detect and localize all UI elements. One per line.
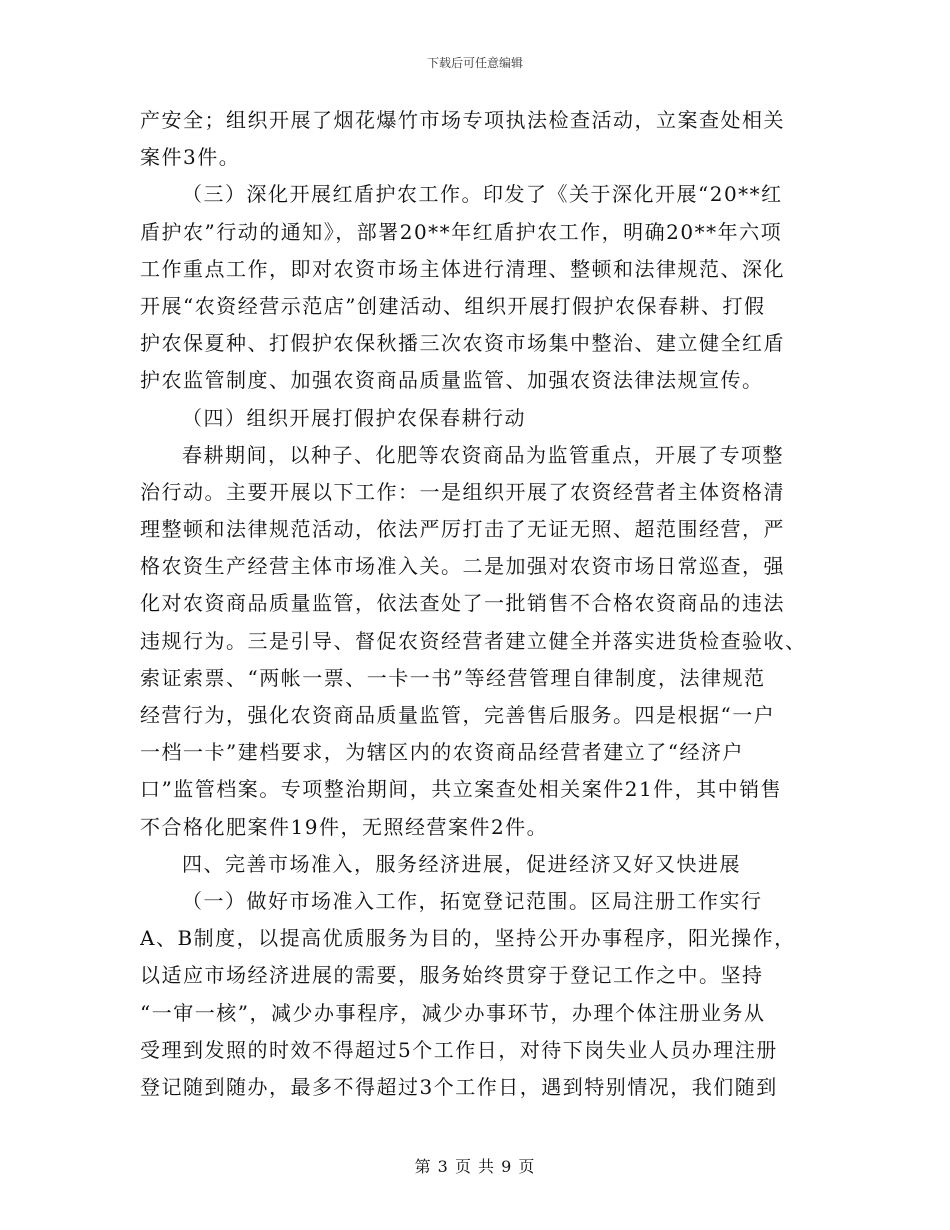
text-line: A、B制度，以提高优质服务为目的，坚持公开办事程序，阳光操作， [140, 926, 796, 951]
text-line: 产安全；组织开展了烟花爆竹市场专项执法检查活动，立案查处相关 [140, 108, 785, 132]
page-number: 第 3 页 共 9 页 [414, 1157, 536, 1176]
text-line: 四、完善市场准入，服务经济进展，促进经济又好又快进展 [182, 851, 741, 876]
text-line: （一）做好市场准入工作，拓宽登记范围。区局注册工作实行 [182, 888, 763, 913]
text-line: 口”监管档案。专项整治期间，共立案查处相关案件21件，其中销售 [140, 777, 783, 802]
text-line: 治行动。主要开展以下工作：一是组织开展了农资经营者主体资格清 [140, 479, 785, 504]
text-line: 登记随到随办，最多不得超过3个工作日，遇到特别情况，我们随到 [140, 1074, 778, 1099]
text-line: 护农保夏种、打假护农保秋播三次农资市场集中整治、建立健全红盾 [140, 331, 785, 356]
text-line: 化对农资商品质量监管，依法查处了一批销售不合格农资商品的违法 [140, 591, 785, 616]
text-line: 索证索票、“两帐一票、一卡一书”等经营管理自律制度，法律规范 [140, 665, 766, 690]
text-line: 违规行为。三是引导、督促农资经营者建立健全并落实进货检查验收、 [140, 628, 807, 653]
text-line: 受理到发照的时效不得超过5个工作日，对待下岗失业人员办理注册 [140, 1037, 778, 1062]
document-body [140, 102, 812, 1106]
text-line: 以适应市场经济进展的需要，服务始终贯穿于登记工作之中。坚持 [140, 963, 764, 988]
text-line: 理整顿和法律规范活动，依法严厉打击了无证无照、超范围经营，严 [140, 517, 785, 542]
text-line: （四）组织开展打假护农保春耕行动 [182, 405, 526, 430]
text-line: 不合格化肥案件19件，无照经营案件2件。 [140, 814, 549, 839]
text-line: “一审一核”，减少办事程序，减少办事环节，办理个体注册业务从 [140, 1000, 766, 1025]
text-line: 护农监管制度、加强农资商品质量监管、加强农资法律法规宣传。 [140, 368, 764, 393]
text-line: 经营行为，强化农资商品质量监管，完善售后服务。四是根据“一户 [140, 703, 776, 727]
header-note: 下载后可任意编辑 [426, 56, 523, 70]
text-line: 开展“农资经营示范店”创建活动、组织开展打假护农保春耕、打假 [140, 293, 766, 318]
text-line: （三）深化开展红盾护农工作。印发了《关于深化开展“20**红 [182, 182, 783, 207]
text-line: 格农资生产经营主体市场准入关。二是加强对农资市场日常巡查，强 [140, 554, 785, 579]
text-line: 一档一卡”建档要求，为辖区内的农资商品经营者建立了“经济户 [140, 740, 744, 765]
text-line: 盾护农”行动的通知》，部署20**年红盾护农工作，明确20**年六项 [140, 219, 783, 244]
text-line: 春耕期间，以种子、化肥等农资商品为监管重点，开展了专项整 [182, 442, 784, 467]
text-line: 案件3件。 [140, 145, 241, 170]
text-line: 工作重点工作，即对农资市场主体进行清理、整顿和法律规范、深化 [140, 256, 785, 281]
